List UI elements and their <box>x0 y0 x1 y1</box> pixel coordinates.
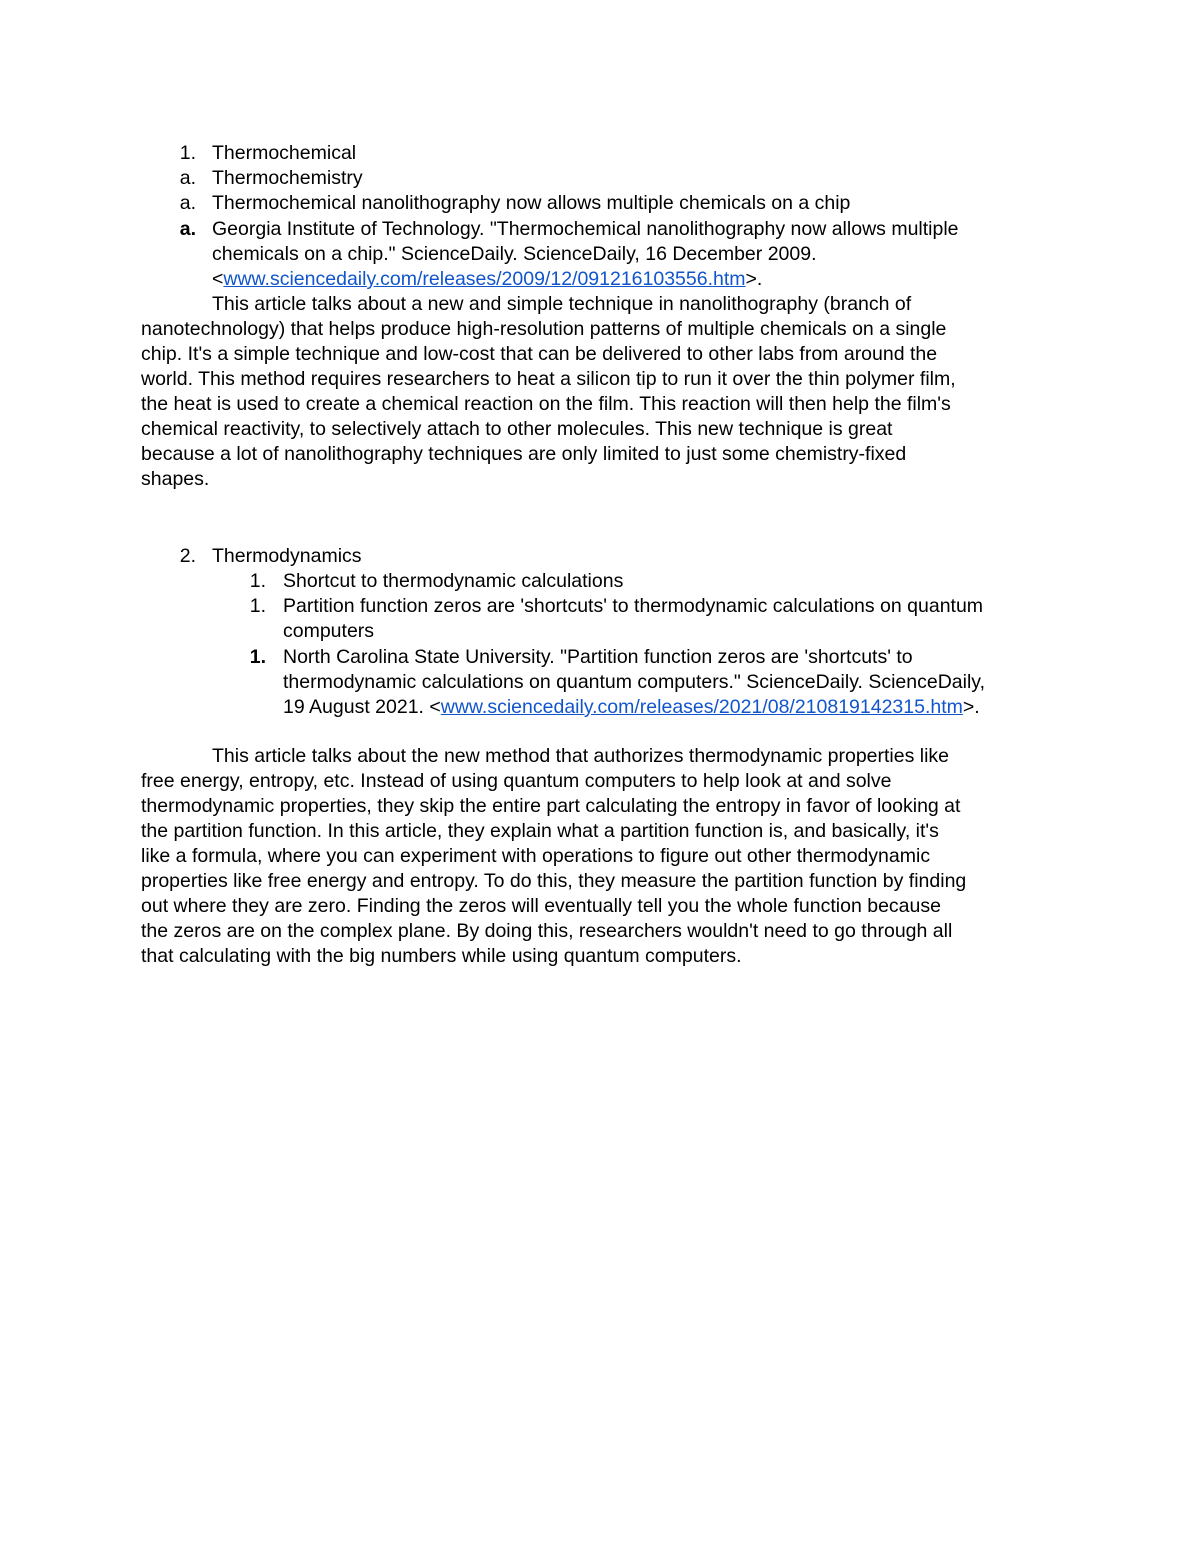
citation-url-line <box>212 267 762 292</box>
citation-close-bracket: >. <box>962 696 980 718</box>
summary-line: the partition function. In this article, they explain what a partition function is, and basically, it's <box>141 820 939 842</box>
summary-line: free energy, entropy, etc. Instead of using quantum computers to help look at and solve <box>141 770 892 792</box>
summary-line: out where they are zero. Finding the zeros will eventually tell you the whole function because <box>141 895 941 917</box>
summary-line: the zeros are on the complex plane. By doing this, researchers wouldn't need to go through all <box>141 920 953 942</box>
summary-line: like a formula, where you can experiment with operations to figure out other thermodynamic <box>141 845 931 867</box>
summary-line: chemical reactivity, to selectively attach to other molecules. This new technique is great <box>141 418 893 440</box>
summary-line: shapes. <box>141 468 210 490</box>
summary-line: the heat is used to create a chemical reaction on the film. This reaction will then help the film's <box>141 393 951 415</box>
list-number-1: 1. <box>179 142 196 164</box>
section-heading-thermochemical: Thermochemical <box>212 142 357 164</box>
summary-line: This article talks about the new method that authorizes thermodynamic properties like <box>212 745 950 767</box>
citation-prefix: 19 August 2021. < <box>283 696 441 718</box>
article-title: Partition function zeros are 'shortcuts' to thermodynamic calculations on quantum <box>283 595 984 617</box>
citation-url-line <box>283 695 980 720</box>
citation-line: chemicals on a chip." ScienceDaily. ScienceDaily, 16 December 2009. <box>212 243 817 265</box>
article-title: computers <box>283 620 375 642</box>
summary-line: world. This method requires researchers to heat a silicon tip to run it over the thin polymer film, <box>141 368 956 390</box>
citation-line: thermodynamic calculations on quantum computers." ScienceDaily. ScienceDaily, <box>283 671 986 693</box>
subheading-shortcut: Shortcut to thermodynamic calculations <box>283 570 624 592</box>
summary-line: that calculating with the big numbers while using quantum computers. <box>141 945 742 967</box>
summary-line: properties like free energy and entropy. To do this, they measure the partition function by finding <box>141 870 967 892</box>
list-number-1: 1. <box>249 646 266 668</box>
list-letter-a: a. <box>179 218 196 240</box>
summary-line: chip. It's a simple technique and low-cost that can be delivered to other labs from around the <box>141 343 938 365</box>
summary-line: nanotechnology) that helps produce high-resolution patterns of multiple chemicals on a single <box>141 318 947 340</box>
summary-line: thermodynamic properties, they skip the entire part calculating the entropy in favor of looking at <box>141 795 961 817</box>
list-letter-a: a. <box>179 167 196 189</box>
summary-line: because a lot of nanolithography techniques are only limited to just some chemistry-fixed <box>141 443 907 465</box>
article-title: Thermochemical nanolithography now allows multiple chemicals on a chip <box>212 192 851 214</box>
list-number-1: 1. <box>249 570 266 592</box>
citation-line: Georgia Institute of Technology. "Thermochemical nanolithography now allows multiple <box>212 218 959 240</box>
citation-line: North Carolina State University. "Partition function zeros are 'shortcuts' to <box>283 646 913 668</box>
list-number-1: 1. <box>249 595 266 617</box>
subheading-thermochemistry: Thermochemistry <box>212 167 363 189</box>
citation-link[interactable]: www.sciencedaily.com/releases/2009/12/091216103556.htm <box>223 268 746 290</box>
list-letter-a: a. <box>179 192 196 214</box>
list-number-2: 2. <box>179 545 196 567</box>
citation-open-bracket: < <box>212 268 224 290</box>
citation-close-bracket: >. <box>745 268 763 290</box>
section-heading-thermodynamics: Thermodynamics <box>212 545 362 567</box>
summary-line: This article talks about a new and simple technique in nanolithography (branch of <box>212 293 912 315</box>
citation-link[interactable]: www.sciencedaily.com/releases/2021/08/210819142315.htm <box>440 696 963 718</box>
